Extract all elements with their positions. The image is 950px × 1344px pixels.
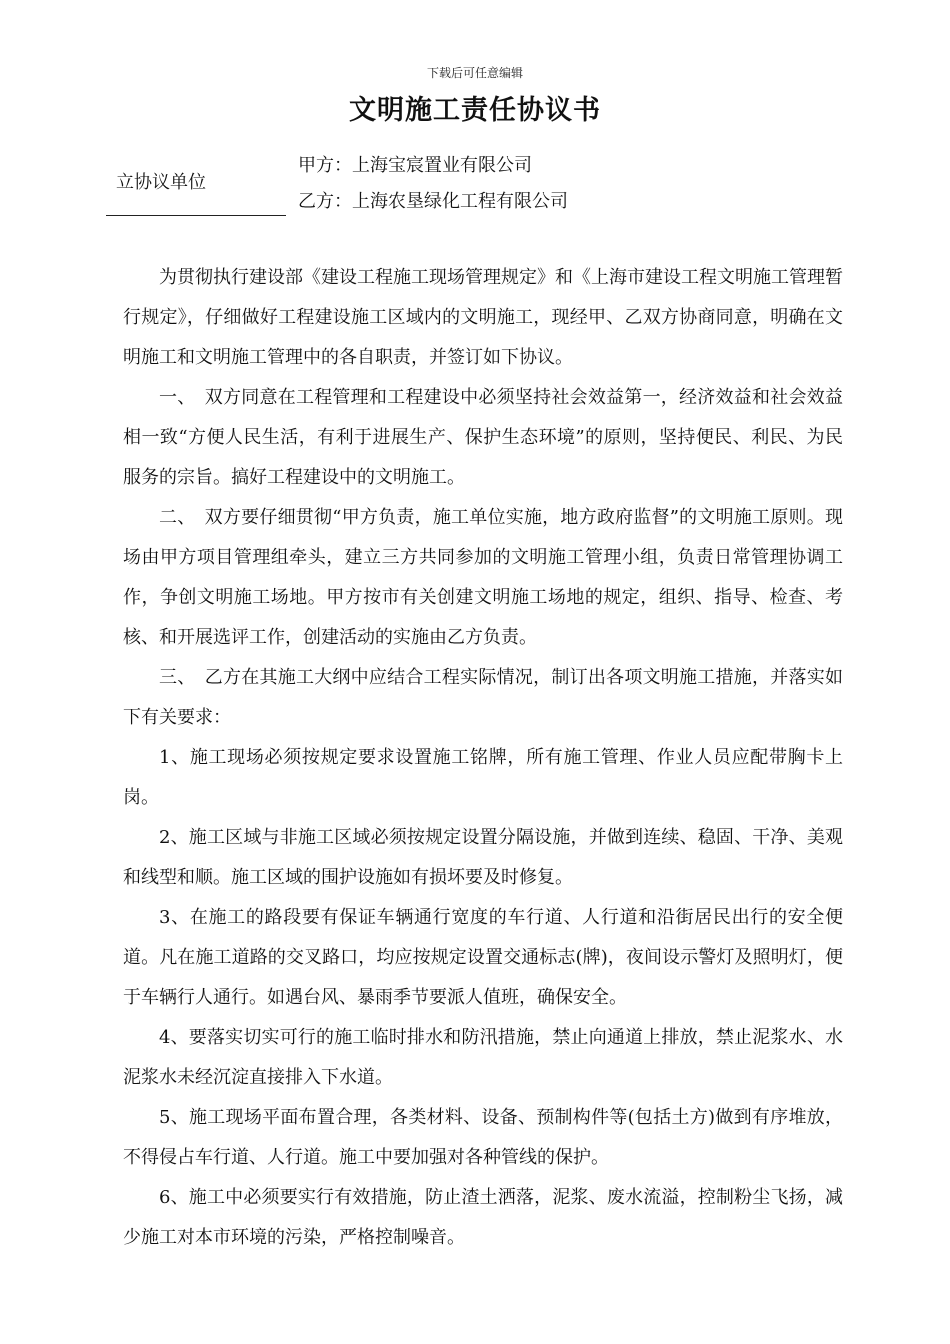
requirement-1: 1、施工现场必须按规定要求设置施工铭牌，所有施工管理、作业人员应配带胸卡上岗。: [123, 747, 843, 808]
requirement-4: 4、要落实切实可行的施工临时排水和防汛措施，禁止向通道上排放，禁止泥浆水、水泥浆水未经沉淀直接排入下水道。: [123, 1027, 843, 1088]
clause-3: 三、 乙方在其施工大纲中应结合工程实际情况，制订出各项文明施工措施，并落实如下有关要求：: [123, 667, 843, 728]
clause-1: 一、 双方同意在工程管理和工程建设中必须坚持社会效益第一，经济效益和社会效益相一致“方便人民生活，有利于进展生产、保护生态环境”的原则，坚持便民、利民、为民服务的宗旨。搞好工程建设中的文明施工。: [123, 387, 843, 488]
clause-2: 二、 双方要仔细贯彻“甲方负责，施工单位实施，地方政府监督”的文明施工原则。现场由甲方项目管理组牵头，建立三方共同参加的文明施工管理小组，负责日常管理协调工作，争创文明施工场地。甲方按市有关创建文明施工场地的规定，组织、指导、检查、考核、和开展选评工作，创建活动的实施由乙方负责。: [123, 507, 843, 648]
requirement-2: 2、施工区域与非施工区域必须按规定设置分隔设施，并做到连续、稳固、干净、美观和线型和顺。施工区域的围护设施如有损坏要及时修复。: [123, 827, 843, 888]
header-note: 下载后可任意编辑: [426, 66, 523, 80]
party-a: 甲方：上海宝宸置业有限公司: [298, 155, 532, 176]
document-body: [123, 258, 843, 1258]
document-title: 文明施工责任协议书: [349, 95, 601, 126]
requirement-5: 5、施工现场平面布置合理，各类材料、设备、预制构件等(包括土方)做到有序堆放，不得侵占车行道、人行道。施工中要加强对各种管线的保护。: [123, 1107, 843, 1168]
requirement-3: 3、在施工的路段要有保证车辆通行宽度的车行道、人行道和沿街居民出行的安全便道。凡在施工道路的交叉路口，均应按规定设置交通标志(牌)，夜间设示警灯及照明灯，便于车辆行人通行。如遇台风、暴雨季节要派人值班，确保安全。: [123, 907, 843, 1008]
parties-underline: [106, 215, 286, 216]
requirement-6: 6、施工中必须要实行有效措施，防止渣土洒落，泥浆、废水流溢，控制粉尘飞扬，减少施工对本市环境的污染，严格控制噪音。: [123, 1187, 843, 1248]
parties-label: 立协议单位: [116, 172, 206, 193]
intro-paragraph: 为贯彻执行建设部《建设工程施工现场管理规定》和《上海市建设工程文明施工管理暂行规定》，仔细做好工程建设施工区域内的文明施工，现经甲、乙双方协商同意，明确在文明施工和文明施工管理中的各自职责，并签订如下协议。: [123, 267, 843, 368]
party-b: 乙方：上海农垦绿化工程有限公司: [298, 191, 568, 212]
